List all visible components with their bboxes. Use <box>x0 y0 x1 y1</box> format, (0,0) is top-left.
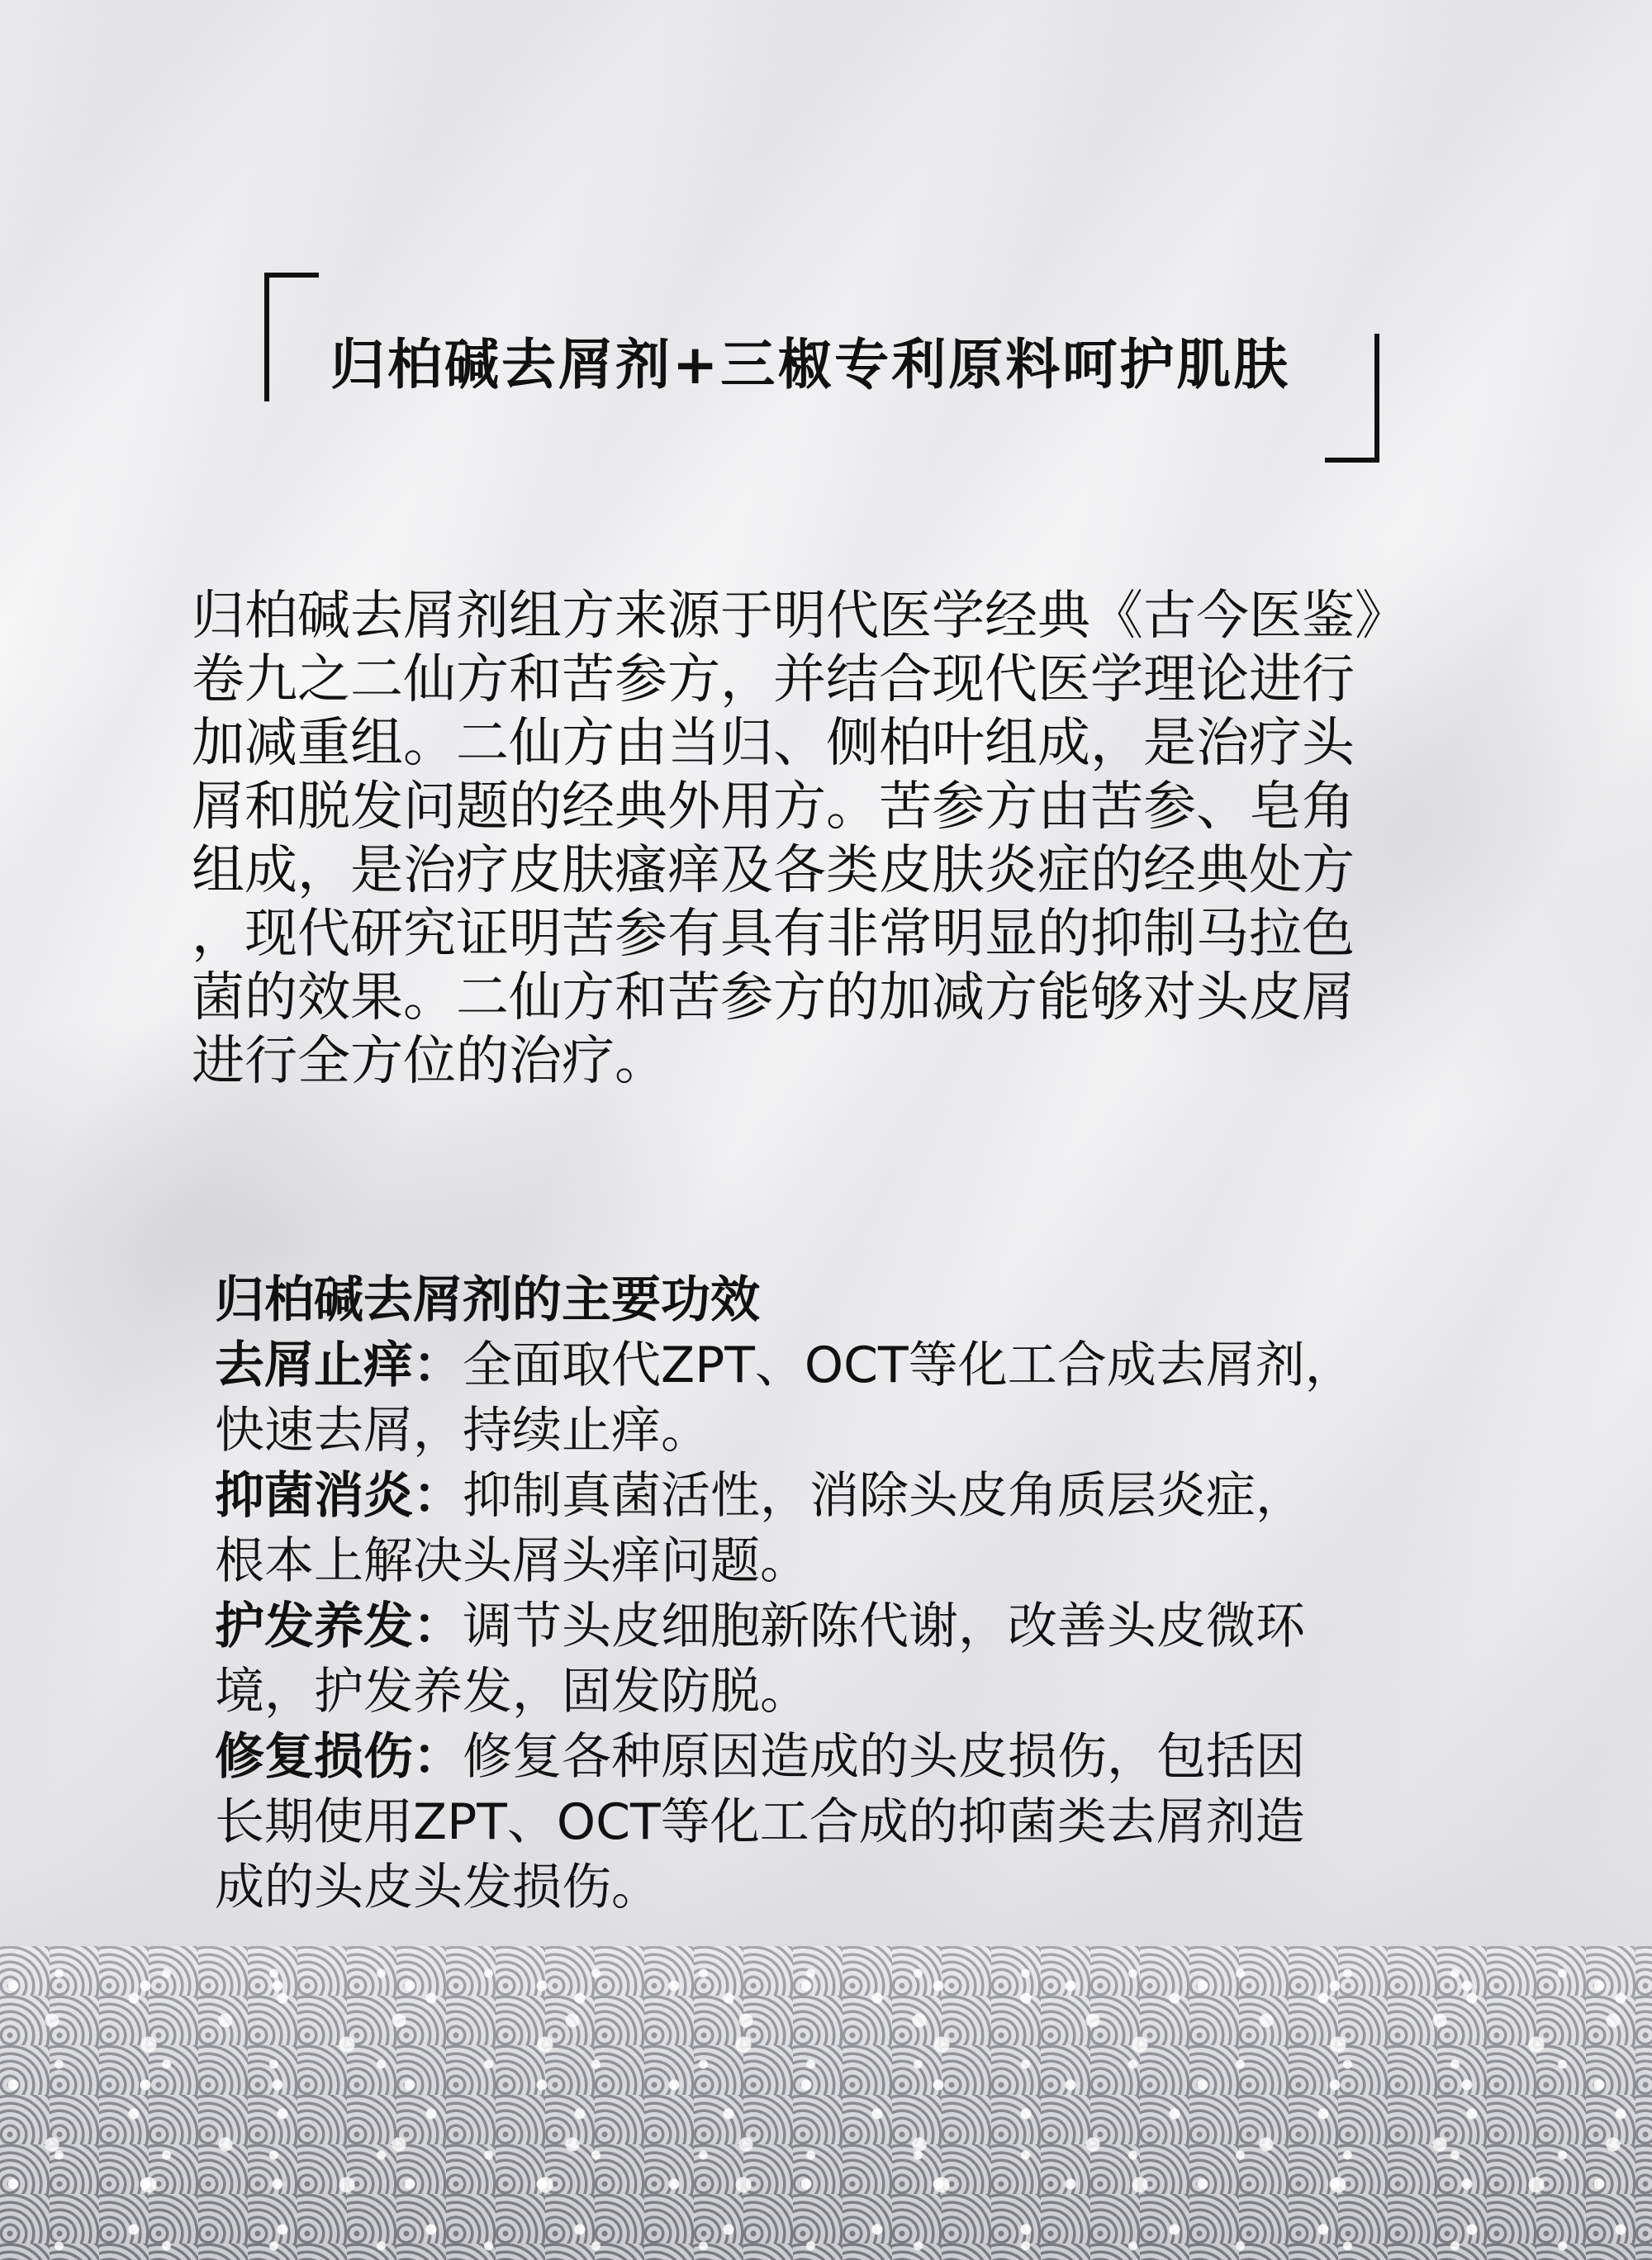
effects-heading: 归柏碱去屑剂的主要功效 <box>215 1271 760 1329</box>
effect-label: 去屑止痒： <box>215 1337 463 1394</box>
intro-line: 归柏碱去屑剂组方来源于明代医学经典《古今医鉴》 <box>192 586 1408 647</box>
effect-text-continued: 根本上解决头屑头痒问题。 <box>215 1532 809 1590</box>
glitter-background <box>0 1946 1652 2260</box>
effect-text: 调节头皮细胞新陈代谢，改善头皮微环 <box>463 1598 1305 1655</box>
intro-line: 进行全方位的治疗。 <box>192 1031 667 1092</box>
effect-text: 抑制真菌活性，消除头皮角质层炎症， <box>463 1467 1305 1525</box>
intro-line: 卷九之二仙方和苦参方，并结合现代医学理论进行 <box>192 649 1355 710</box>
corner-bracket-top-left <box>264 273 319 401</box>
effect-text-continued: 长期使用ZPT、OCT等化工合成的抑菌类去屑剂造 <box>215 1793 1305 1851</box>
effect-label: 抑菌消炎： <box>215 1467 463 1525</box>
title-frame <box>264 273 1379 463</box>
effects-section <box>215 1268 1503 1921</box>
effect-text: 全面取代ZPT、OCT等化工合成去屑剂， <box>463 1337 1355 1394</box>
corner-bracket-bottom-right <box>1325 334 1379 463</box>
effect-text-continued: 境，护发养发，固发防脱。 <box>215 1663 809 1721</box>
intro-line: 屑和脱发问题的经典外用方。苦参方由苦参、皂角 <box>192 776 1355 838</box>
effect-label: 修复损伤： <box>215 1728 463 1786</box>
effect-text: 修复各种原因造成的头皮损伤，包括因 <box>463 1728 1305 1786</box>
intro-line: 菌的效果。二仙方和苦参方的加减方能够对头皮屑 <box>192 967 1355 1028</box>
effect-item-repair <box>215 1725 1503 1790</box>
effect-text-continued: 快速去屑，持续止痒。 <box>215 1402 710 1460</box>
intro-line: ，现代研究证明苦参有具有非常明显的抑制马拉色 <box>192 904 1355 965</box>
effect-item-antibacterial <box>215 1464 1503 1529</box>
page-title: 归柏碱去屑剂+三椒专利原料呵护肌肤 <box>330 333 1291 396</box>
effect-label: 护发养发： <box>215 1598 463 1655</box>
intro-line: 加减重组。二仙方由当归、侧柏叶组成，是治疗头 <box>192 713 1355 774</box>
effect-item-anti-dandruff <box>215 1333 1503 1398</box>
intro-line: 组成，是治疗皮肤瘙痒及各类皮肤炎症的经典处方 <box>192 840 1355 901</box>
intro-paragraph <box>192 585 1480 1094</box>
effect-text-continued: 成的头皮头发损伤。 <box>215 1859 661 1916</box>
effect-item-hair-care <box>215 1594 1503 1659</box>
